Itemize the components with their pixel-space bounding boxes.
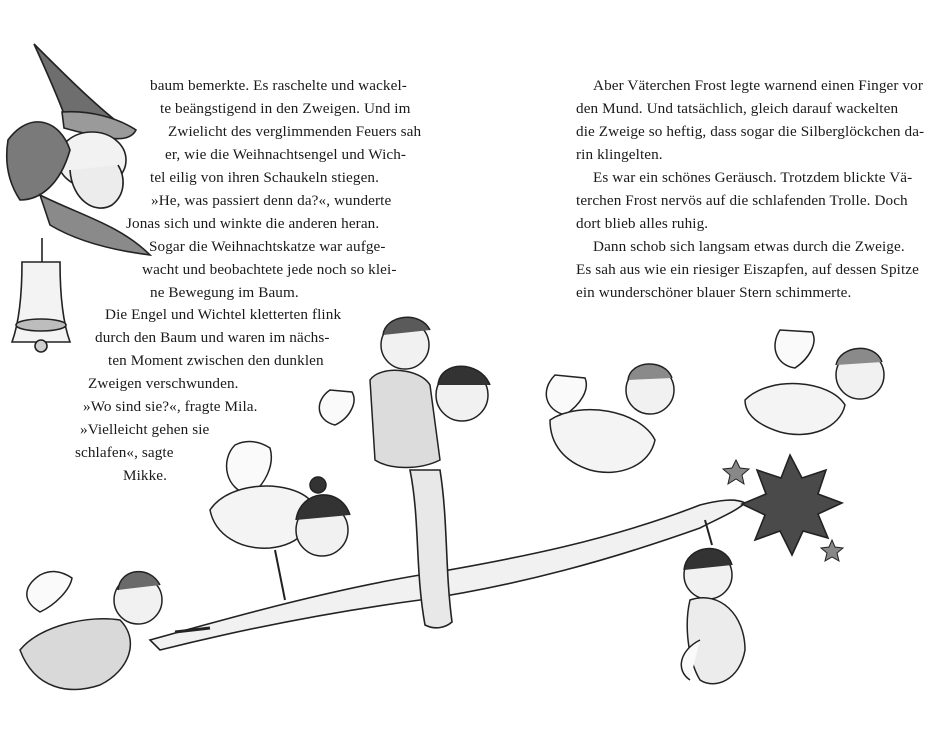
angel-illustration	[319, 317, 490, 467]
small-star-icon	[821, 540, 843, 561]
text-line: die Zweige so heftig, dass sogar die Silberglöckchen da-	[576, 123, 925, 140]
text-line: »Vielleicht gehen sie	[80, 421, 210, 438]
angel-illustration	[546, 364, 674, 472]
text-line: »Wo sind sie?«, fragte Mila.	[83, 398, 258, 415]
text-line: Die Engel und Wichtel kletterten flink	[105, 306, 342, 323]
text-line: ten Moment zwischen den dunklen	[108, 352, 324, 369]
angel-illustration	[20, 572, 210, 690]
text-line: den Mund. Und tatsächlich, gleich darauf wackelten	[576, 100, 899, 117]
text-line: durch den Baum und waren im nächs-	[95, 329, 330, 346]
small-star-icon	[723, 460, 749, 484]
text-line: wacht und beobachtete jede noch so klei-	[142, 261, 397, 278]
text-line: »He, was passiert denn da?«, wunderte	[151, 192, 392, 209]
text-line: Mikke.	[123, 467, 168, 484]
text-line: Es war ein schönes Geräusch. Trotzdem blickte Vä-	[593, 169, 913, 186]
text-line: dort blieb alles ruhig.	[576, 215, 709, 232]
angel-illustration	[745, 330, 884, 434]
angel-illustration	[210, 442, 350, 600]
text-line: rin klingelten.	[576, 146, 663, 163]
text-line: Dann schob sich langsam etwas durch die Zweige.	[593, 238, 905, 255]
text-line: Sogar die Weihnachtskatze war aufge-	[149, 238, 386, 255]
text-line: ne Bewegung im Baum.	[150, 284, 299, 301]
text-line: tel eilig von ihren Schaukeln stiegen.	[150, 169, 380, 186]
text-line: schlafen«, sagte	[75, 444, 174, 461]
text-line: er, wie die Weihnachtsengel und Wich-	[165, 146, 407, 163]
text-line: Jonas sich und winkte die anderen heran.	[126, 215, 380, 232]
text-line: ein wunderschöner blauer Stern schimmerte.	[576, 284, 852, 301]
text-line: Es sah aus wie ein riesiger Eiszapfen, auf dessen Spitze	[576, 261, 919, 278]
star-illustration	[742, 455, 842, 555]
text-line: Aber Väterchen Frost legte warnend einen Finger vor	[593, 77, 923, 94]
angel-illustration	[681, 520, 745, 684]
text-line: terchen Frost nervös auf die schlafenden Trolle. Doch	[576, 192, 908, 209]
text-line: Zwielicht des verglimmenden Feuers sah	[168, 123, 422, 140]
text-line: te beängstigend in den Zweigen. Und im	[160, 100, 411, 117]
text-line: baum bemerkte. Es raschelte und wackel-	[150, 77, 407, 94]
text-line: Zweigen verschwunden.	[88, 375, 239, 392]
